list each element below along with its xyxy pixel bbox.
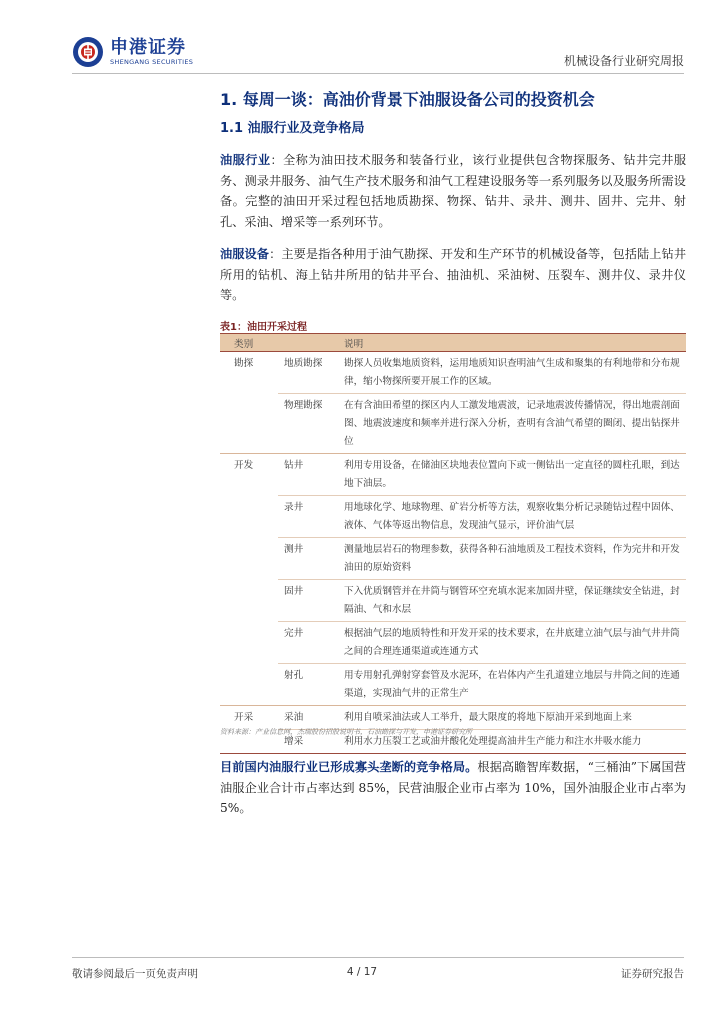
footer-divider [72,957,684,958]
table-cell-description: 测量地层岩石的物理参数，获得各种石油地质及工程技术资料，作为完井和开发油田的原始资料 [338,538,686,580]
header-divider [72,73,684,74]
paragraph-text: ：主要是指各种用于油气勘探、开发和生产环节的机械设备等，包括陆上钻井所用的钻机、海上钻井所用的钻井平台、抽油机、采油树、压裂车、测井仪、录井仪等。 [220,247,687,302]
table-cell-category [220,538,278,580]
table-cell-category [220,622,278,664]
table-cell-description: 利用专用设备，在储油区块地表位置向下或一侧钻出一定直径的圆柱孔眼，到达地下油层。 [338,454,686,496]
brand-name-en: SHENGANG SECURITIES [110,57,194,66]
oilfield-process-table [220,333,686,754]
table-row [220,454,686,496]
table-cell-item: 录井 [278,496,338,538]
table-row [220,538,686,580]
table-caption: 表1：油田开采过程 [220,322,307,333]
table-cell-description: 用地球化学、地球物理、矿岩分析等方法，观察收集分析记录随钻过程中固体、液体、气体等返出物信息，发现油气显示，评价油气层 [338,496,686,538]
table-row [220,622,686,664]
table-cell-item: 射孔 [278,664,338,706]
table-cell-category [220,496,278,538]
table-cell-description: 根据油气层的地质特性和开发开采的技术要求，在井底建立油气层与油气井井筒之间的合理连通渠道或连通方式 [338,622,686,664]
table-cell-description: 勘探人员收集地质资料，运用地质知识查明油气生成和聚集的有利地带和分布规律，缩小物探所要开展工作的区域。 [344,358,680,387]
paragraph-text: ：全称为油田技术服务和装备行业，该行业提供包含物探服务、钻井完井服务、测录井服务、油气生产技术服务和油气工程建设服务等一系列服务以及服务所需设备。完整的油田开采过程包括地质勘探、物探、钻井、录井、测井、固井、完井、射孔、采油、增采等一系列环节。 [220,153,687,229]
table-cell-item: 地质勘探 [284,358,323,369]
paragraph-oilfield-service [220,150,686,232]
paragraph-competition [220,757,686,819]
table-cell-description: 利用水力压裂工艺或油井酸化处理提高油井生产能力和注水井吸水能力 [338,730,686,754]
table-cell-category [220,580,278,622]
paragraph-lead: 油服设备 [220,247,270,261]
table-header-description: 说明 [338,334,686,352]
table-cell-item: 物理勘探 [278,394,338,454]
table-cell-item: 钻井 [278,454,338,496]
table-cell-category: 勘探 [234,358,254,369]
section-title: 1. 每周一谈：高油价背景下油服设备公司的投资机会 [220,90,595,109]
page-number: 4 / 17 [346,966,378,978]
brand-name-cn: 申港证券 [110,36,186,58]
table-cell-item: 增采 [278,730,338,754]
footer-disclaimer: 敬请参阅最后一页免责声明 [72,968,198,980]
table-row [220,664,686,706]
table-row [220,580,686,622]
table-row [220,706,686,730]
table-cell-category [220,394,278,454]
table-cell-category: 开发 [220,454,278,496]
table-cell-description: 利用自喷采油法或人工举升，最大限度的将地下原油开采到地面上来 [338,706,686,730]
table-row [220,394,686,454]
page-header [72,32,684,72]
paragraph-oilfield-equipment [220,244,686,306]
table-cell-item: 测井 [278,538,338,580]
table-cell-category [220,664,278,706]
table-header-row [220,334,686,352]
table-cell-description: 在有含油田希望的探区内人工激发地震波，记录地震波传播情况，得出地震剖面图、地震波速度和频率并进行深入分析，查明有含油气希望的圈闭、提出钻探井位 [338,394,686,454]
table-cell-item: 固井 [278,580,338,622]
subsection-title: 1.1 油服行业及竞争格局 [220,121,365,136]
report-type: 机械设备行业研究周报 [563,54,684,68]
table-source: 资料来源：产业信息网，杰瑞股份招股说明书，石油勘探与开发，申港证券研究所 [220,728,472,736]
table-row [220,496,686,538]
table-cell-item: 采油 [278,706,338,730]
table-cell-item: 完井 [278,622,338,664]
paragraph-lead: 油服行业 [220,153,271,167]
table-cell-description: 下入优质钢管并在井筒与钢管环空充填水泥来加固井壁，保证继续安全钻进，封隔油、气和水层 [338,580,686,622]
table-header-category: 类别 [220,334,338,352]
table-cell-description: 用专用射孔弹射穿套管及水泥环，在岩体内产生孔道建立地层与井筒之间的连通渠道，实现油气井的正常生产 [338,664,686,706]
table-row [220,352,686,394]
shengang-logo-icon [72,36,104,68]
table-cell-category: 开采 [220,706,278,730]
paragraph-text: 根据高瞻智库数据，“三桶油”下属国营油服企业合计市占率达到 85%，民营油服企业市占率为 10%，国外油服企业市占率为 5%。 [220,760,686,815]
brand-logo [72,32,193,72]
footer-doc-type: 证券研究报告 [621,968,684,980]
paragraph-lead: 目前国内油服行业已形成寡头垄断的竞争格局。 [220,760,478,774]
